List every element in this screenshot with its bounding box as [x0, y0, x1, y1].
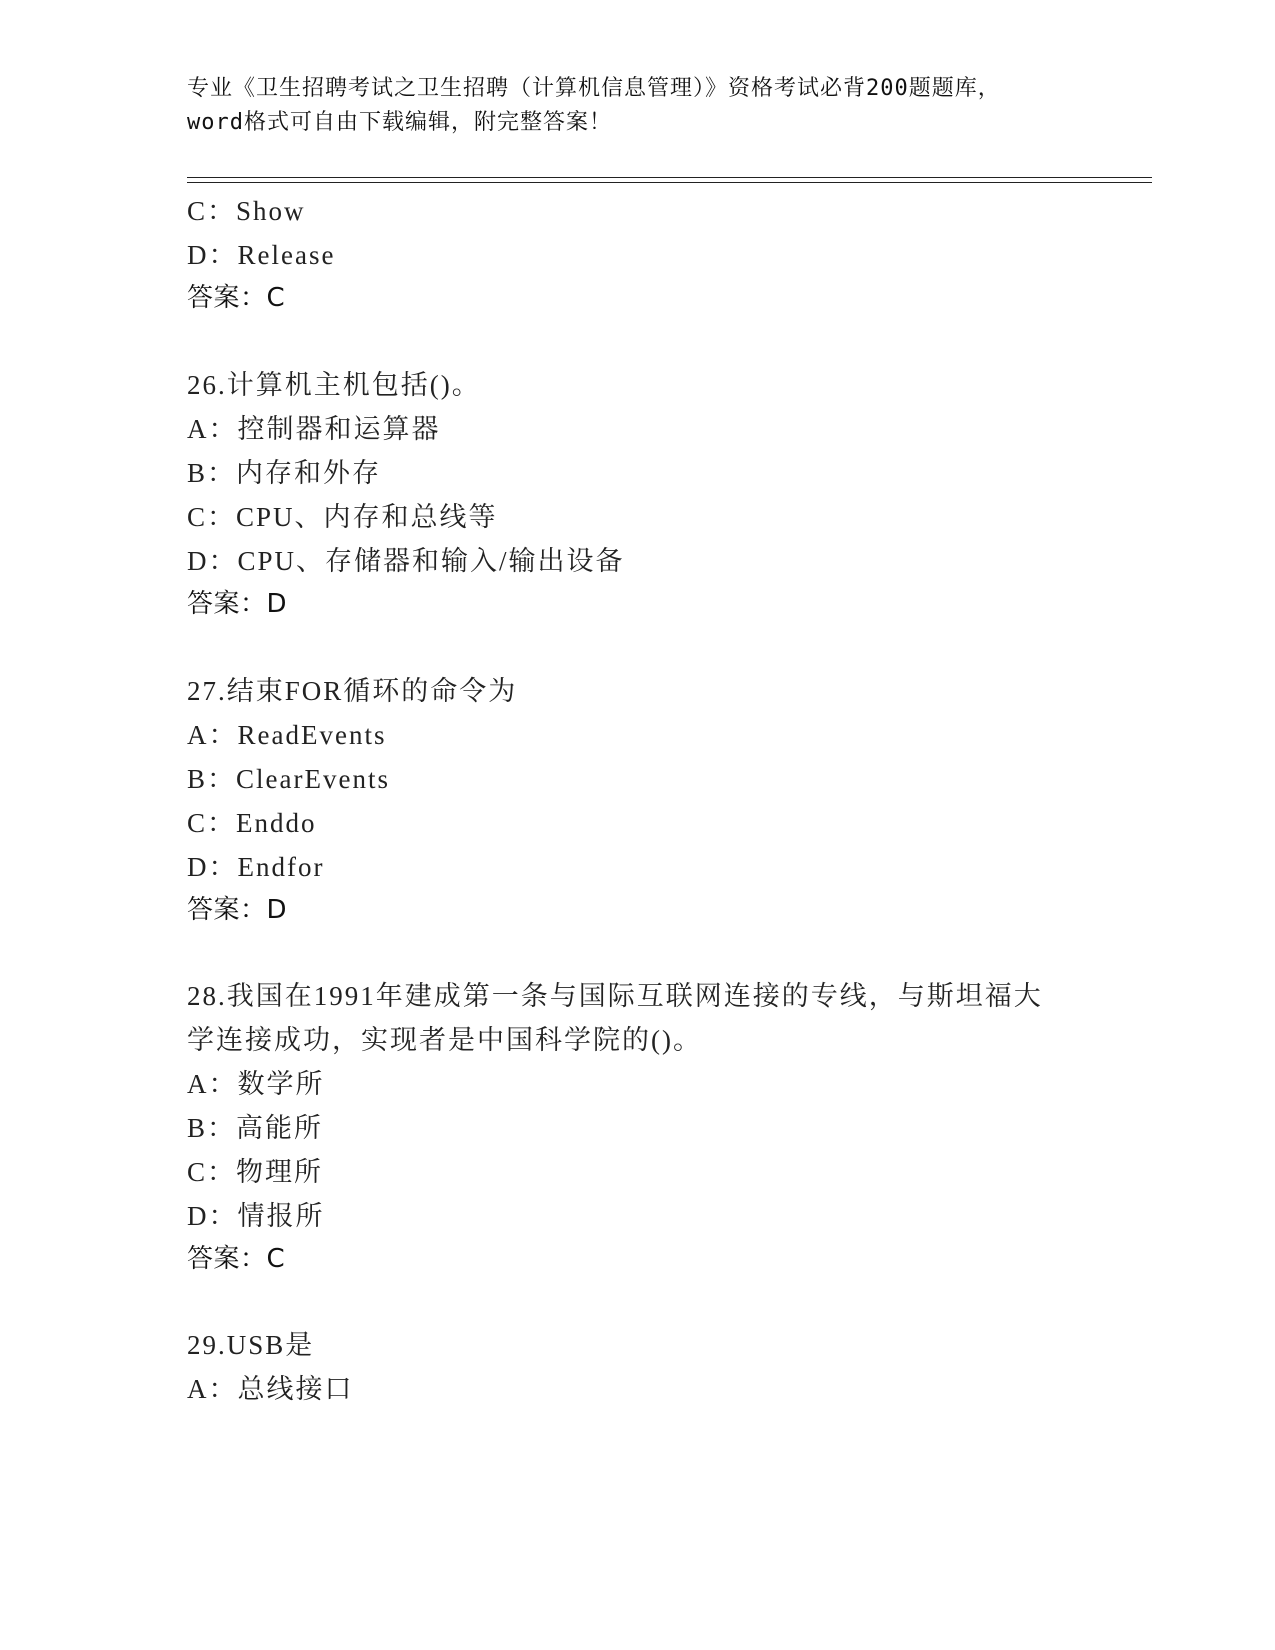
q27-option-d: D：Endfor — [187, 852, 325, 882]
document-header — [187, 72, 1107, 140]
q27-option-c: C：Enddo — [187, 808, 317, 838]
q28-question-line-2: 学连接成功，实现者是中国科学院的()。 — [187, 1025, 702, 1055]
header-line-2: word格式可自由下载编辑，附完整答案！ — [187, 110, 612, 135]
header-divider-bottom — [187, 182, 1152, 183]
q26-option-a: A：控制器和运算器 — [187, 414, 441, 444]
q25-answer: 答案：C — [187, 283, 286, 313]
q28-option-d: D：情报所 — [187, 1201, 325, 1231]
header-divider-top — [187, 177, 1152, 178]
q27-answer: 答案：D — [187, 895, 288, 925]
q27-option-b: B：ClearEvents — [187, 764, 390, 794]
q28-option-c: C：物理所 — [187, 1157, 324, 1187]
q25-option-d: D：Release — [187, 240, 336, 270]
q28-answer: 答案：C — [187, 1244, 286, 1274]
q28-question-line-1: 28.我国在1991年建成第一条与国际互联网连接的专线，与斯坦福大 — [187, 981, 1043, 1011]
q29-option-a: A：总线接口 — [187, 1374, 354, 1404]
q29-question: 29.USB是 — [187, 1330, 315, 1360]
q26-question: 26.计算机主机包括()。 — [187, 370, 481, 400]
q26-option-b: B：内存和外存 — [187, 458, 382, 488]
q25-option-c: C：Show — [187, 196, 306, 226]
q27-question: 27.结束FOR循环的命令为 — [187, 676, 518, 706]
q28-option-a: A：数学所 — [187, 1069, 325, 1099]
q26-answer: 答案：D — [187, 589, 288, 619]
q28-option-b: B：高能所 — [187, 1113, 324, 1143]
q27-option-a: A：ReadEvents — [187, 720, 387, 750]
q26-option-d: D：CPU、存储器和输入/输出设备 — [187, 546, 625, 576]
header-line-1: 专业《卫生招聘考试之卫生招聘（计算机信息管理）》资格考试必背200题题库， — [187, 76, 1001, 101]
q26-option-c: C：CPU、内存和总线等 — [187, 502, 498, 532]
